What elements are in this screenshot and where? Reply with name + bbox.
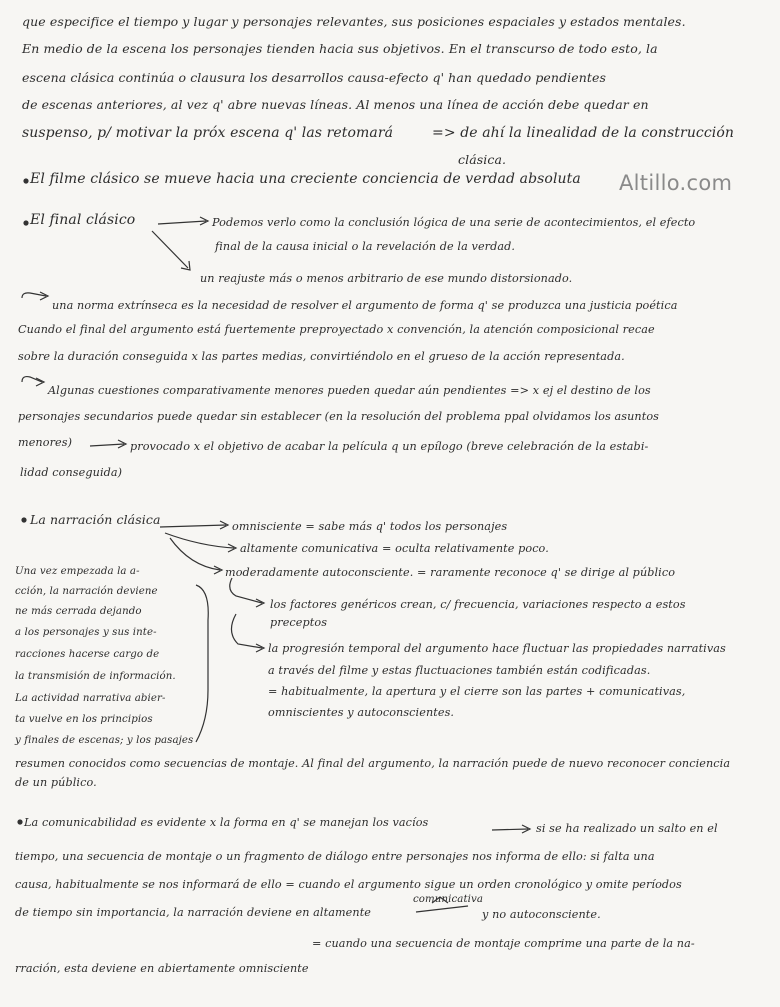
side-note-line: a los personajes y sus inte-	[15, 627, 157, 638]
arrow-head-icon	[200, 217, 208, 225]
text-line: que especifice el tiempo y lugar y personajes relevantes, sus posiciones espaciales y estados mentales.	[22, 14, 686, 29]
hook-arrow-icon	[230, 578, 262, 603]
hook-arrow-icon	[22, 293, 46, 298]
side-note-line: ta vuelve en los principios	[15, 714, 153, 725]
text-line: una norma extrínseca es la necesidad de resolver el argumento de forma q' se produzca una justicia poética	[52, 299, 678, 312]
text-line: menores)	[18, 436, 73, 449]
text-line: omniscientes y autoconscientes.	[268, 706, 455, 719]
arrow-head-icon	[522, 825, 530, 833]
arrow-right-icon	[492, 829, 528, 830]
text-line: = cuando una secuencia de montaje comprime una parte de la na-	[312, 937, 695, 950]
side-note-line: Una vez empezada la a-	[15, 566, 140, 577]
text-line: tiempo, una secuencia de montaje o un fragmento de diálogo entre personajes nos informa de ello: si falta una	[15, 850, 655, 863]
text-line: moderadamente autoconsciente. = raramente reconoce q' se dirige al público	[225, 566, 676, 579]
text-line: personajes secundarios puede quedar sin establecer (en la resolución del problema ppal olvidamos los asuntos	[18, 410, 659, 423]
arrow-right-icon	[158, 221, 206, 224]
watermark: Altillo.com	[619, 171, 733, 195]
side-note-line: racciones hacerse cargo de	[15, 649, 160, 660]
bullet-dot	[21, 517, 26, 522]
arrow-head-icon	[220, 521, 228, 529]
text-line: final de la causa inicial o la revelación de la verdad.	[215, 240, 516, 253]
text-line: omnisciente = sabe más q' todos los personajes	[232, 520, 508, 533]
bullet-dot	[23, 178, 28, 183]
text-line: Algunas cuestiones comparativamente menores pueden quedar aún pendientes => x ej el destino de los	[48, 384, 651, 397]
text-line: de escenas anteriores, al vez q' abre nuevas líneas. Al menos una línea de acción debe quedar en	[22, 97, 649, 112]
text-line: suspenso, p/ motivar la próx escena q' las retomará	[22, 125, 394, 141]
text-line: los factores genéricos crean, c/ frecuencia, variaciones respecto a estos	[270, 598, 686, 611]
text-line: provocado x el objetivo de acabar la película q un epílogo (breve celebración de la estabi-	[130, 440, 649, 453]
text-line: = habitualmente, la apertura y el cierre son las partes + comunicativas,	[268, 685, 686, 698]
text-line: si se ha realizado un salto en el	[536, 822, 718, 835]
arrow-head-icon	[118, 440, 126, 448]
bullet-dot	[23, 220, 28, 225]
text-line: rración, esta deviene en abiertamente omnisciente	[15, 962, 309, 975]
arrow-right-icon	[90, 444, 124, 446]
branch-arrow-icon	[160, 525, 226, 527]
bullet-item: El filme clásico se mueve hacia una creciente conciencia de verdad absoluta	[30, 171, 581, 187]
side-note-line: y finales de escenas; y los pasajes	[15, 735, 194, 746]
text-line: En medio de la escena los personajes tienden hacia sus objetivos. En el transcurso de todo esto, la	[22, 41, 658, 56]
text-line: a través del filme y estas fluctuaciones también están codificadas.	[268, 664, 651, 677]
text-line: altamente comunicativa = oculta relativamente poco.	[240, 542, 549, 555]
text-line: lidad conseguida)	[20, 466, 123, 479]
side-note-line: la transmisión de información.	[15, 671, 176, 682]
text-line: resumen conocidos como secuencias de montaje. Al final del argumento, la narración puede de nuevo reconocer conciencia	[15, 757, 731, 770]
text-line: sobre la duración conseguida x las partes medias, convirtiéndolo en el grueso de la acción representada.	[18, 350, 625, 363]
bullet-item: El final clásico	[30, 212, 136, 228]
branch-arrow-icon	[170, 538, 220, 570]
hook-arrow-icon	[231, 614, 262, 648]
hook-arrow-icon	[22, 377, 42, 382]
bullet-item: La narración clásica	[30, 512, 161, 527]
text-line: y no autoconsciente.	[482, 908, 601, 921]
arrow-head-icon	[181, 261, 190, 270]
brace-icon	[196, 585, 208, 742]
text-line: Cuando el final del argumento está fuertemente preproyectado x convención, la atención composicional recae	[18, 323, 655, 336]
arrow-head-icon	[256, 599, 264, 607]
text-line: preceptos	[270, 616, 328, 629]
bullet-item: La comunicabilidad es evidente x la forma en q' se manejan los vacíos	[24, 816, 429, 829]
text-line: la progresión temporal del argumento hace fluctuar las propiedades narrativas	[268, 642, 726, 655]
arrow-head-icon	[256, 644, 264, 652]
text-line: Podemos verlo como la conclusión lógica de una serie de acontecimientos, el efecto	[212, 216, 696, 229]
arrow-head-icon	[214, 566, 222, 574]
text-line: escena clásica continúa o clausura los desarrollos causa-efecto q' han quedado pendientes	[22, 70, 607, 85]
side-note-line: cción, la narración deviene	[15, 586, 158, 597]
text-line: de un público.	[15, 776, 97, 789]
text-line: causa, habitualmente se nos informará de ello = cuando el argumento sigue un orden cronológico y omite períodos	[15, 878, 682, 891]
arrow-down-icon	[152, 231, 188, 268]
text-line: un reajuste más o menos arbitrario de ese mundo distorsionado.	[200, 272, 573, 285]
bullet-dot	[17, 819, 22, 824]
side-note-line: La actividad narrativa abier-	[15, 693, 166, 704]
arrow-head-icon	[228, 544, 236, 552]
arrow-head-icon	[36, 378, 44, 386]
branch-arrow-icon	[165, 533, 234, 548]
text-line: => de ahí la linealidad de la construcción	[432, 125, 735, 141]
strikethrough-mark	[416, 906, 468, 912]
inserted-word: comunicativa	[413, 894, 484, 905]
text-line: de tiempo sin importancia, la narración deviene en altamente	[15, 906, 372, 919]
text-line: clásica.	[458, 152, 507, 167]
side-note-line: ne más cerrada dejando	[15, 606, 142, 617]
arrow-head-icon	[40, 292, 48, 300]
